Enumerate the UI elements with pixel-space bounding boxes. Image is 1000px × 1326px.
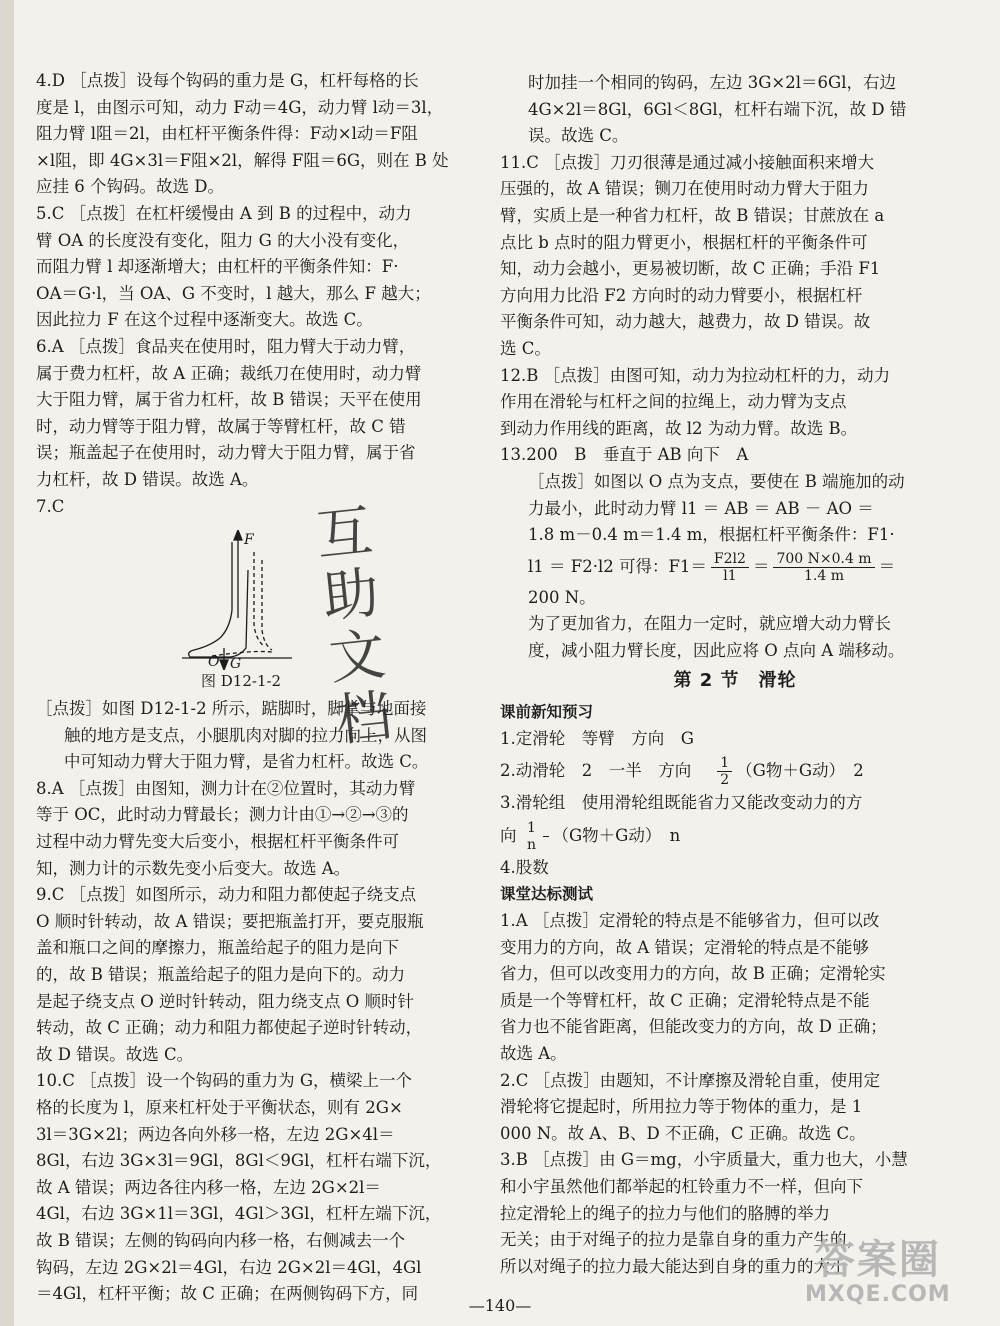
answer-6: 6.A ［点拨］食品夹在使用时，阻力臂大于动力臂， 属于费力杠杆，故 A 正确；裁纸刀在使用时，动力臂 大于阻力臂，属于省力杠杆，故 B 错误；天平在使用 时，动力臂等于阻力臂，故属于等臂杠杆，故 C 错 误；瓶盖起子在使用时，动力臂大于阻力臂，属于省 力杠杆，故 D 错误。故选 A。 <box>36 336 422 489</box>
fraction: $\frac{1}{n}$ <box>543 820 549 853</box>
leg-outline <box>189 542 248 657</box>
preview-heading: 课前新知预习 <box>500 703 594 722</box>
force-f-arrowhead <box>234 530 242 540</box>
answer-13-formula: l1 ＝ F2·l2 可得：F1＝ $\frac{F2l2}{l1}$ ＝ $\frac{700 N\times 0.4 m}{1.4 m}$ ＝ <box>528 550 896 584</box>
answer-7-note: ［点拨］如图 D12-1-2 所示，踮脚时，脚掌与地面接 触的地方是支点，小腿肌肉对脚的拉力向上，从图 中可知动力臂大于阻力臂，是省力杠杆。故选 C。 <box>36 699 429 772</box>
answer-13: 13.200 B 垂直于 AB 向下 A ［点拨］如图以 O 点为支点，要使在 B 端施加的动 力最小，此时动力臂 l1 ＝ AB ＝ AB － AO ＝ 1.8 m－0.4 m＝1.4 m，根据杠杆平衡条件：F1· l1 ＝ F2·l2 可得：F1＝ $\frac{F2l2}{l1}$ ＝ $\frac{700 N\times 0.4 m}{1.4 m}$ ＝ 200 N。 为了更加省力，在阻力一定时，就应增大动力臂长 度，减小阻力臂长度，因此应将 O 点向 A 端移动。 <box>500 442 970 664</box>
answer-11: 11.C ［点拨］刀刃很薄是通过减小接触面积来增大 压强的，故 A 错误；铡刀在使用时动力臂大于阻力 臂，实质上是一种省力杠杆，故 B 错误；甘蔗放在 a 点比 b 点时的阻力臂更小，根据杠杆的平衡条件可 知，动力会越小，更易被切断，故 C 正确；手沿 F1 方向用力比沿 F2 方向时的动力臂要小，根据杠杆 平衡条件可知，动力越大，越费力，故 D 错误。故 选 C。 <box>500 152 885 358</box>
answer-10: 10.C ［点拨］设一个钩码的重力为 G，横梁上一个 格的长度为 l，原来杠杆处于平衡状态，则有 2G× 3l＝3G×2l；两边各向外移一格，左边 2G×4l＝ 8Gl，右边 3G×3l＝9Gl，8Gl＜9Gl，杠杆右端下沉， 故 A 错误；两边各往内移一格，左边 2G×2l＝ 4Gl，右边 3G×1l＝3Gl，4Gl＞3Gl，杠杆左端下沉， 故 B 错误；左侧的钩码向内移一格，右侧减去一个 钩码，左边 2G×2l＝4Gl，右边 2G×2l＝4Gl，4Gl ＝4Gl，杠杆平衡；故 C 正确；在两侧钩码下方，同 <box>36 1071 442 1304</box>
right-column <box>500 70 970 1283</box>
fraction: $\frac{F2l2}{l1}$ <box>711 551 749 584</box>
foot-lever-diagram <box>172 530 322 670</box>
answer-8: 8.A ［点拨］由图知，测力计在②位置时，其动力臂 等于 OC，此时动力臂最长；测力计由①→②→③的 过程中动力臂先变大后变小，根据杠杆平衡条件可 知，测力计的示数先变小后变大。故选 A。 <box>36 778 416 878</box>
answer-5: 5.C ［点拨］在杠杆缓慢由 A 到 B 的过程中，动力 臂 OA 的长度没有变化，阻力 G 的大小没有变化， 而阻力臂 l 却逐渐增大；由杠杆的平衡条件知：F· OA＝G·l，当 OA、G 不变时，l 越大，那么 F 越大； 因此拉力 F 在这个过程中逐渐变大。故选 C。 <box>36 203 431 330</box>
answer-12: 12.B ［点拨］由图可知，动力为拉动杠杆的力，动力 作用在滑轮与杠杆之间的拉绳上，动力臂为支点 到动力作用线的距离，故 l2 为动力臂。故选 B。 <box>500 365 891 438</box>
fraction: $\frac{700 N\times 0.4 m}{1.4 m}$ <box>773 551 874 584</box>
watermark-logo: 答案圈 <box>814 1237 941 1283</box>
answer-9: 9.C ［点拨］如图所示，动力和阻力都使起子绕支点 O 顺时针转动，故 A 错误；要把瓶盖打开，要克服瓶 盖和瓶口之间的摩擦力，瓶盖给起子的阻力是向下 的，故 B 错误；瓶盖给起子的阻力是向下的。动力 是起子绕支点 O 逆时针转动，阻力绕支点 O 顺时针 转动，故 C 正确；动力和阻力都使起子逆时针转动， 故 D 错误。故选 C。 <box>36 885 424 1064</box>
answer-7-label: 7.C <box>36 496 65 516</box>
test-2: 2.C ［点拨］由题知，不计摩擦及滑轮自重，使用定 滑轮将它提起时，所用拉力等于物体的重力，是 1 000 N。故 A、B、D 不正确，C 正确。故选 C。 <box>500 1070 881 1143</box>
answer-4: 4.D ［点拨］设每个钩码的重力是 G，杠杆每格的长 度是 l，由图示可知，动力 F动＝4G，动力臂 l动＝3l， 阻力臂 l阻＝2l，由杠杆平衡条件得：F动×l动＝F阻 ×l阻，即 4G×3l＝F阻×2l，解得 F阻＝6G，则在 B 处 应挂 6 个钩码。故选 D。 <box>36 71 449 197</box>
label-g: G <box>230 656 242 671</box>
preview-2: 2.动滑轮 2 一半 方向 $\frac{1}{2}$ （G物＋G动） 2 <box>500 755 864 789</box>
preview-3: 3.滑轮组 使用滑轮组既能省力又能改变动力的方 向 $\frac{1}{n}$ （G物＋G动） n <box>500 793 863 853</box>
watermark <box>805 1238 951 1307</box>
test-heading: 课堂达标测试 <box>500 885 594 904</box>
figure-caption: 图 D12-1-2 <box>201 672 282 691</box>
section-title: 第 2 节 滑轮 <box>673 670 797 692</box>
preview-4: 4.股数 <box>500 857 549 877</box>
label-o: O <box>208 654 220 671</box>
page-number: —140— <box>468 1296 532 1315</box>
watermark-url: MXQE.COM <box>805 1282 951 1307</box>
fraction: $\frac{1}{2}$ <box>717 755 732 788</box>
test-1: 1.A ［点拨］定滑轮的特点是不能够省力，但可以改 变用力的方向，故 A 错误；定滑轮的特点是不能够 省力，但可以改变用力的方向，故 B 正确；定滑轮实 质是一个等臂杠杆，故 C 正确；定滑轮特点是不能 省力也不能省距离，但能改变力的方向，故 D 正确； 故选 A。 <box>500 911 887 1063</box>
answer-10-continued: 时加挂一个相同的钩码，左边 3G×2l＝6Gl，右边 4G×2l＝8Gl，6Gl＜8Gl，杠杆右端下沉，故 D 错 误。故选 C。 <box>528 73 907 146</box>
handwritten-annotation: 互助文档 <box>313 498 396 755</box>
preview-1: 1.定滑轮 等臂 方向 G <box>500 728 694 748</box>
page-binding-edge <box>0 0 14 1326</box>
test-3: 3.B ［点拨］由 G＝mg，小宇质量大，重力也大，小慧 和小宇虽然他们都举起的杠铃重力不一样，但向下 拉定滑轮上的绳子的拉力与他们的胳膊的举力 无关；由于对绳子的拉力是靠自身的重力产生的， 所以对绳子的拉力最大能达到自身的重力的大小 <box>500 1150 908 1276</box>
label-f: F <box>244 532 254 549</box>
